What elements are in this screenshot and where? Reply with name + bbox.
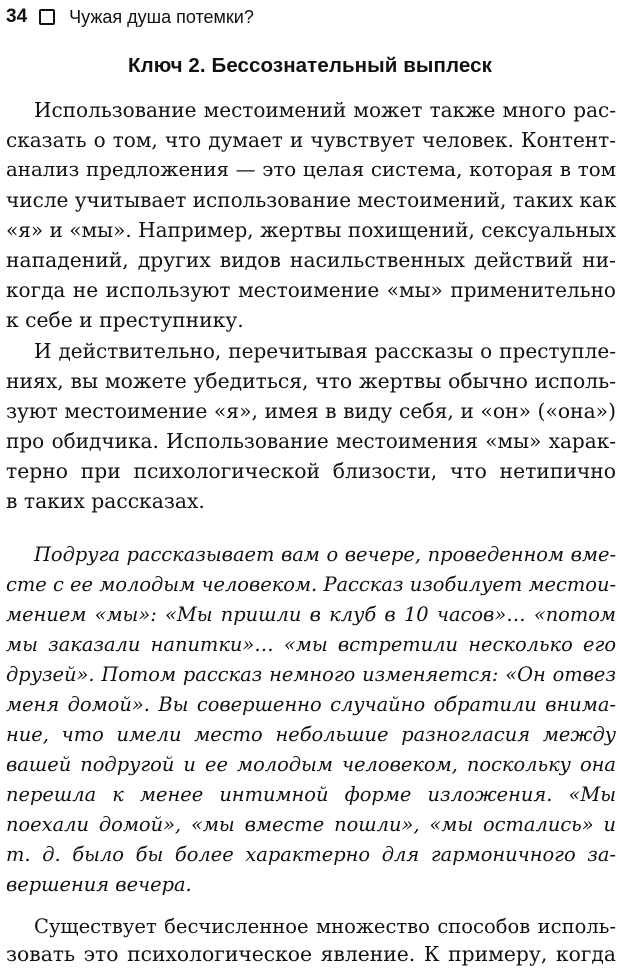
example-line: поехали домой», «мы вместе пошли», «мы остались» и bbox=[6, 813, 616, 836]
example-line: т. д. было бы более характерно для гармоничного за- bbox=[6, 843, 616, 866]
example-line: перешла к менее интимной форме изложения. «Мы bbox=[6, 783, 616, 806]
running-title: Чужая душа потемки? bbox=[69, 6, 254, 27]
example-line: Подруга рассказывает вам о вечере, проведенном вме- bbox=[34, 543, 616, 566]
page-number: 34 bbox=[6, 6, 28, 27]
text-line: числе учитывает использование местоимений, таких как bbox=[6, 188, 617, 212]
text-line: анализ предложения — это целая система, которая в том bbox=[6, 158, 616, 181]
text-line: к себе и преступнику. bbox=[6, 308, 244, 332]
example-line: друзей». Потом рассказ немного изменяется: «Он отвез bbox=[6, 663, 616, 686]
square-outline-icon bbox=[39, 9, 55, 25]
example-line: ние, что имели место небольшие разногласия между bbox=[6, 723, 616, 746]
example-line: мением «мы»: «Мы пришли в клуб в 10 часов»… «потом bbox=[6, 603, 616, 626]
text-line: зуют местоимение «я», имея в виду себя, и «он» («она») bbox=[6, 399, 616, 423]
text-line: Использование местоимений может также много рас- bbox=[34, 98, 616, 122]
example-line: меня домой». Вы совершенно случайно обратили внима- bbox=[6, 693, 616, 716]
text-line: ниях, вы можете убедиться, что жертвы обычно исполь- bbox=[6, 369, 616, 393]
example-line: сте с ее молодым человеком. Рассказ изобилует местои- bbox=[6, 573, 616, 596]
text-line: в таких рассказах. bbox=[6, 489, 205, 513]
example-line: вершения вечера. bbox=[6, 873, 192, 896]
section-title: Ключ 2. Бессознательный выплеск bbox=[128, 54, 492, 77]
text-line: сказать о том, что думает и чувствует человек. Контент- bbox=[6, 128, 616, 152]
text-line: Существует бесчисленное множество способов исполь- bbox=[34, 915, 616, 938]
text-line: нападений, других видов насильственных действий ни- bbox=[6, 248, 616, 272]
example-line: мы заказали напитки»… «мы встретили несколько его bbox=[6, 633, 616, 656]
text-line: И действительно, перечитывая рассказы о преступле- bbox=[34, 339, 616, 363]
example-line: вашей подругой и ее молодым человеком, поскольку она bbox=[6, 753, 616, 776]
text-line: когда не используют местоимение «мы» применительно bbox=[6, 278, 616, 302]
text-line: «я» и «мы». Например, жертвы похищений, сексуальных bbox=[6, 218, 616, 242]
text-line: терно при психологической близости, что нетипично bbox=[6, 459, 616, 483]
text-line: зовать это психологическое явление. К примеру, когда bbox=[6, 942, 616, 966]
text-line: про обидчика. Использование местоимения «мы» харак- bbox=[6, 429, 616, 453]
page-header bbox=[6, 5, 254, 29]
